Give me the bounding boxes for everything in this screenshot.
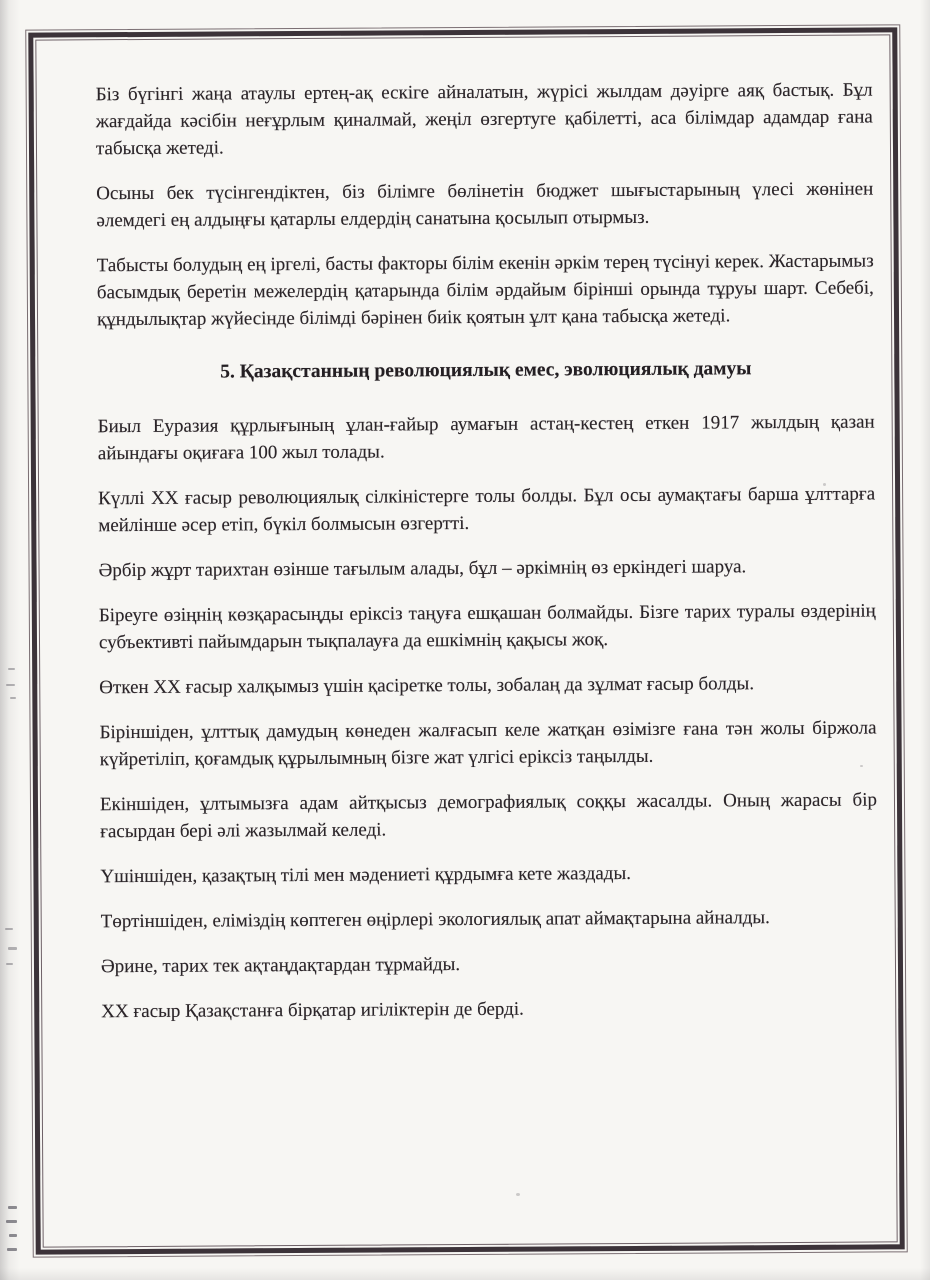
- paragraph-14: XX ғасыр Қазақстанға бірқатар игіліктерін де берді.: [101, 998, 524, 1023]
- scan-artifact: [7, 1248, 17, 1251]
- scan-artifact: [8, 668, 15, 670]
- scan-artifact: [8, 947, 17, 950]
- paragraph-1: Біз бүгінгі жаңа атаулы ертең-ақ ескіге айналатын, жүрісі жылдам дәуірге аяқ бастық. Бұл жағдайда кәсібін неғұрлым қиналмай, жеңіл өзгертуге қабілетті, аса білімдар адамдар ғана табысқа жетеді.: [95, 79, 873, 160]
- scan-artifact: [6, 1220, 17, 1223]
- page-border-frame: [28, 27, 904, 1254]
- scan-artifact: [8, 1206, 17, 1209]
- scan-artifact: [6, 684, 15, 686]
- scan-artifact: [860, 765, 863, 767]
- paragraph-13: Әрине, тарих тек ақтаңдақтардан тұрмайды.: [100, 954, 461, 978]
- scan-artifact: [516, 1193, 520, 1196]
- scan-artifact: [9, 1234, 17, 1237]
- paragraph-3: Табысты болудың ең іргелі, басты факторы білім екенін әркім терең түсінуі керек. Жастарымыз басымдық беретін межелердің қатарында білім әрдайым бірінші орында тұруы шарт. Себебі, құндылықтар жүйесінде білімді бәрінен биік қоятын ұлт қана табысқа жетеді.: [96, 250, 874, 331]
- scan-artifact: [6, 963, 13, 965]
- paragraph-6: Әрбір жұрт тарихтан өзінше тағылым алады, бұл – әркімнің өз еркіндегі шаруа.: [98, 556, 747, 582]
- paragraph-12: Төртіншіден, еліміздің көптеген өңірлері экологиялық апат аймақтарына айналды.: [100, 907, 770, 933]
- page-content: [33, 32, 899, 1249]
- section-heading: 5. Қазақстанның революциялық емес, эволюциялық дамуы: [220, 358, 752, 383]
- scan-artifact: [5, 928, 13, 930]
- paragraph-10: Екіншіден, ұлтымызға адам айтқысыз демографиялық соққы жасалды. Оның жарасы бір ғасырдан бері әлі жазылмай келеді.: [99, 789, 878, 843]
- paragraph-2: Осыны бек түсінгендіктен, біз білімге бөлінетін бюджет шығыстарының үлесі жөнінен әлемдегі ең алдыңғы қатарлы елдердің санатына қосылып отырмыз.: [96, 178, 874, 232]
- scan-artifact: [823, 483, 826, 486]
- paragraph-5: Күллі XX ғасыр революциялық сілкіністерге толы болды. Бұл осы аумақтағы барша ұлттарға мейлінше әсер етіп, бүкіл болмысын өзгертті.: [98, 483, 876, 537]
- paragraph-8: Өткен XX ғасыр халқымыз үшін қасіретке толы, зобалаң да зұлмат ғасыр болды.: [99, 673, 755, 699]
- paragraph-7: Біреуге өзіңнің көзқарасыңды еріксіз таңуға ешқашан болмайды. Бізге тарих туралы өздерінің субъективті пайымдарын тықпалауға да ешкімнің қақысы жоқ.: [98, 600, 876, 654]
- paragraph-4: Биыл Еуразия құрлығының ұлан-ғайыр аумағын астаң-кестең еткен 1917 жылдың қазан айындағы оқиғаға 100 жыл толады.: [97, 411, 875, 465]
- scan-artifact: [10, 697, 16, 699]
- paragraph-9: Біріншіден, ұлттық дамудың көнеден жалғасып келе жатқан өзімізге ғана тән жолы біржола күйретіліп, қоғамдық құрылымның бізге жат үлгісі еріксіз таңылды.: [99, 717, 877, 771]
- paragraph-11: Үшіншіден, қазақтың тілі мен мәдениеті құрдымға кете жаздады.: [100, 863, 632, 888]
